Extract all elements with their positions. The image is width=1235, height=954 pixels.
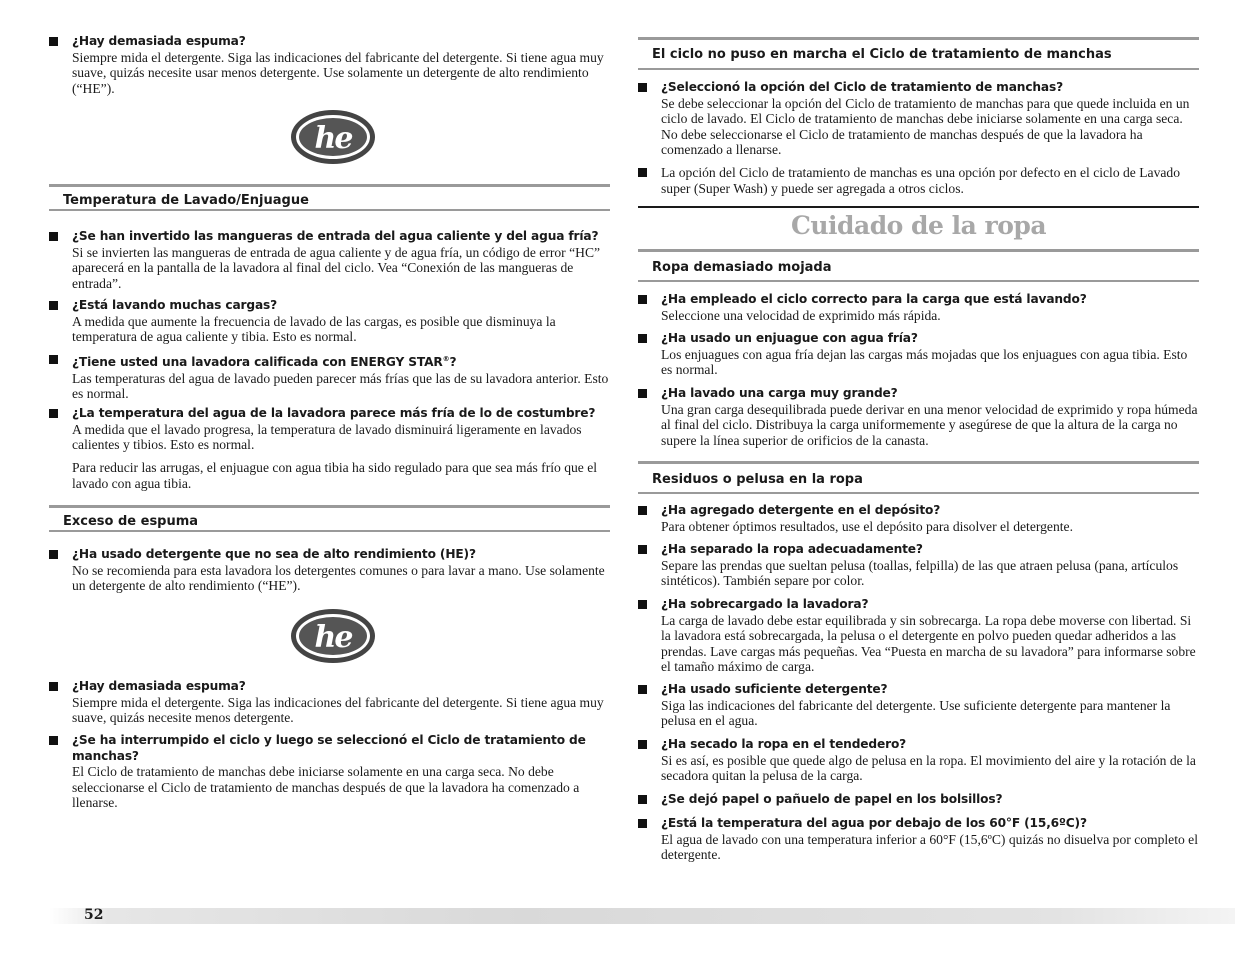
question: ¿Se ha interrumpido el ciclo y luego se seleccionó el Ciclo de tratamiento de manchas? — [72, 733, 586, 763]
answer: Se debe seleccionar la opción del Ciclo de tratamiento de manchas para que quede incluida en un ciclo de lavado. El Ciclo de tratamiento de manchas debe iniciarse solamente en una carga seca. No debe seleccionarse el Ciclo de tratamiento de manchas después de que la lavadora ha comenzado a llenarse. — [661, 95, 1190, 158]
bullet-icon — [49, 232, 58, 241]
question: ¿Hay demasiada espuma? — [72, 34, 246, 48]
list-item — [49, 679, 610, 726]
answer: A medida que aumente la frecuencia de lavado de las cargas, es posible que disminuya la temperatura de agua caliente y tibia. Esto es normal. — [72, 313, 556, 345]
bullet-icon — [49, 409, 58, 418]
answer: El agua de lavado con una temperatura inferior a 60°F (15,6ºC) quizás no disuelva por completo el detergente. — [661, 831, 1198, 863]
answer: Si es así, es posible que quede algo de pelusa en la ropa. El movimiento del aire y la rotación de la secadora quitan la pelusa de la carga. — [661, 752, 1196, 784]
note-paragraph: Para reducir las arrugas, el enjuague con agua tibia ha sido regulado para que sea más frío que el lavado con agua tibia. — [72, 460, 598, 491]
section-title: Exceso de espuma — [63, 514, 199, 529]
list-item — [638, 386, 1199, 448]
list-item — [638, 737, 1199, 784]
bullet-icon — [49, 355, 58, 364]
list-item — [49, 406, 610, 453]
question: ¿Tiene usted una lavadora calificada con ENERGY STAR®? — [72, 355, 457, 370]
question: ¿La temperatura del agua de la lavadora parece más fría de lo de costumbre? — [72, 406, 596, 420]
question: ¿Se dejó papel o pañuelo de papel en los bolsillos? — [661, 792, 1003, 806]
answer: Siga las indicaciones del fabricante del detergente. Use suficiente detergente para mantener la pelusa en el agua. — [661, 697, 1171, 729]
bullet-icon — [638, 168, 647, 177]
bullet-icon — [49, 550, 58, 559]
he-logo-icon — [289, 108, 377, 166]
footer-bar — [49, 908, 1235, 924]
list-item — [638, 165, 1199, 196]
question: ¿Está la temperatura del agua por debajo de los 60°F (15,6ºC)? — [661, 816, 1087, 830]
question: ¿Está lavando muchas cargas? — [72, 298, 278, 312]
bullet-icon — [49, 736, 58, 745]
bullet-icon — [638, 795, 647, 804]
section-title: Temperatura de Lavado/Enjuague — [63, 193, 309, 208]
answer: A medida que el lavado progresa, la temperatura de lavado disminuirá ligeramente en lavados calientes y tibios. Esto es normal. — [72, 421, 582, 453]
list-item — [49, 733, 610, 811]
he-logo-text: he — [314, 121, 352, 156]
bullet-icon — [638, 295, 647, 304]
list-item — [638, 816, 1199, 863]
list-item — [49, 298, 610, 345]
section-title: Residuos o pelusa en la ropa — [652, 472, 863, 487]
bullet-icon — [638, 740, 647, 749]
list-item — [638, 682, 1199, 729]
bullet-icon — [638, 600, 647, 609]
he-logo-icon — [289, 607, 377, 665]
answer: Separe las prendas que sueltan pelusa (toallas, felpilla) de las que atraen pelusa (pana, artículos sintéticos). También separe por color. — [661, 557, 1179, 589]
answer: Los enjuagues con agua fría dejan las cargas más mojadas que los enjuagues con agua tibia. Esto es normal. — [661, 346, 1188, 378]
list-item — [49, 34, 610, 96]
answer: No se recomienda para esta lavadora los detergentes comunes o para lavar a mano. Use solamente un detergente de alto rendimiento (“HE”). — [72, 562, 605, 594]
page-number: 52 — [84, 907, 104, 923]
title-divider — [638, 206, 1199, 208]
question: ¿Ha usado un enjuague con agua fría? — [661, 331, 918, 345]
answer: El Ciclo de tratamiento de manchas debe iniciarse solamente en una carga seca. No debe seleccionarse el Ciclo de tratamiento de manchas después de que la lavadora ha comenzado a llenarse. — [72, 764, 580, 811]
bullet-icon — [49, 37, 58, 46]
answer: La opción del Ciclo de tratamiento de manchas es una opción por defecto en el ciclo de Lavado super (Super Wash) y puede ser agregada a otros ciclos. — [661, 165, 1181, 196]
bullet-icon — [638, 506, 647, 515]
section-header-lint — [638, 461, 1199, 494]
question: ¿Ha separado la ropa adecuadamente? — [661, 542, 923, 556]
section-header-wet — [638, 249, 1199, 282]
question: ¿Ha usado detergente que no sea de alto rendimiento (HE)? — [72, 547, 476, 561]
section-title: Ropa demasiado mojada — [652, 260, 832, 275]
question: ¿Seleccionó la opción del Ciclo de tratamiento de manchas? — [661, 80, 1064, 94]
answer: Una gran carga desequilibrada puede derivar en una menor velocidad de exprimido y ropa húmeda al final del ciclo. Distribuya la carga uniformemente y asegúrese de que la altura de la carga no supere la línea superior de orificios de la canasta. — [661, 401, 1198, 448]
question: ¿Ha sobrecargado la lavadora? — [661, 597, 869, 611]
section-header-temperature — [49, 184, 610, 211]
answer: Las temperaturas del agua de lavado pueden parecer más frías que las de su lavadora anterior. Esto es normal. — [72, 370, 609, 402]
question: ¿Se han invertido las mangueras de entrada del agua caliente y del agua fría? — [72, 229, 599, 243]
list-item — [638, 80, 1199, 158]
list-item — [638, 292, 1199, 323]
list-item — [49, 229, 610, 291]
bullet-icon — [638, 83, 647, 92]
bullet-icon — [638, 545, 647, 554]
bullet-icon — [638, 334, 647, 343]
list-item — [638, 331, 1199, 378]
section-title: El ciclo no puso en marcha el Ciclo de tratamiento de manchas — [652, 47, 1112, 62]
question: ¿Ha agregado detergente en el depósito? — [661, 503, 941, 517]
answer: Seleccione una velocidad de exprimido más rápida. — [661, 307, 941, 323]
question: ¿Ha usado suficiente detergente? — [661, 682, 888, 696]
answer: La carga de lavado debe estar equilibrada y sin sobrecarga. La ropa debe moverse con libertad. Si la lavadora está sobrecargada, la pelusa o el detergente en polvo pueden quedar adheridos a las prendas. Lave cargas más pequeñas. Vea “Puesta en marcha de su lavadora” para informarse sobre el tamaño máximo de carga. — [661, 612, 1196, 675]
list-item — [49, 352, 610, 402]
section-header-foam — [49, 505, 610, 532]
bullet-icon — [638, 389, 647, 398]
answer: Para obtener óptimos resultados, use el depósito para disolver el detergente. — [661, 518, 1073, 534]
page-title: Cuidado de la ropa — [790, 211, 1047, 240]
question: ¿Ha empleado el ciclo correcto para la carga que está lavando? — [661, 292, 1087, 306]
bullet-icon — [49, 301, 58, 310]
answer: Siempre mida el detergente. Siga las indicaciones del fabricante del detergente. Si tiene agua muy suave, quizás necesite usar menos detergente. Use solamente un detergente de alto rendimiento (“HE”). — [72, 49, 604, 96]
he-logo-text: he — [314, 620, 352, 655]
question: ¿Ha secado la ropa en el tendedero? — [661, 737, 907, 751]
answer: Si se invierten las mangueras de entrada de agua caliente y de agua fría, un código de error “HC” aparecerá en la pantalla de la lavadora al final del ciclo. Vea “Conexión de las mangueras de entrada”. — [72, 244, 601, 291]
list-item — [638, 503, 1199, 534]
bullet-icon — [49, 682, 58, 691]
question: ¿Hay demasiada espuma? — [72, 679, 246, 693]
question: ¿Ha lavado una carga muy grande? — [661, 386, 898, 400]
list-item — [638, 792, 1199, 808]
list-item — [49, 547, 610, 594]
list-item — [638, 542, 1199, 589]
section-header-stain — [638, 37, 1199, 70]
list-item — [638, 597, 1199, 675]
bullet-icon — [638, 819, 647, 828]
answer: Siempre mida el detergente. Siga las indicaciones del fabricante del detergente. Si tiene agua muy suave, quizás necesite menos detergente. — [72, 694, 604, 726]
bullet-icon — [638, 685, 647, 694]
